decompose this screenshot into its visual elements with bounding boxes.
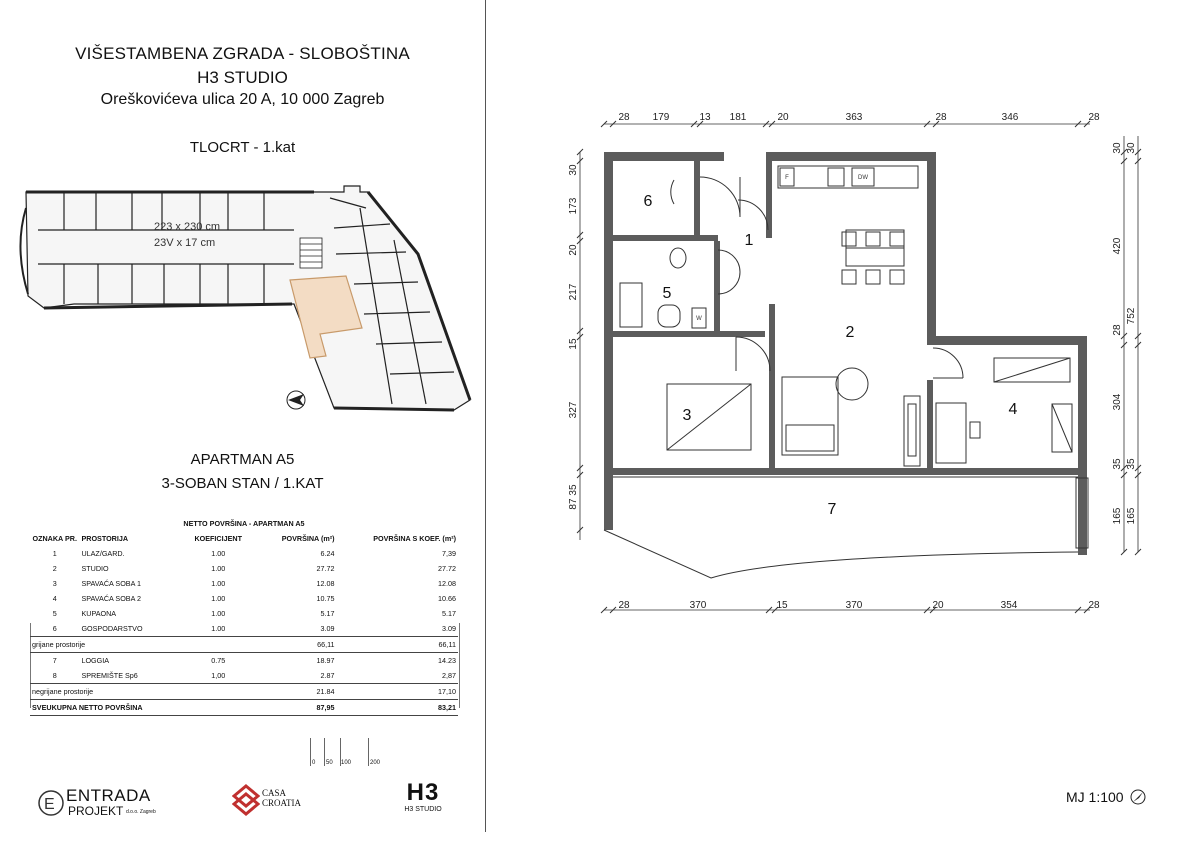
- dim-label: 35: [1126, 458, 1137, 470]
- dishwasher-label: DW: [858, 175, 868, 181]
- dim-label: 327: [568, 401, 579, 419]
- dim-label: 173: [568, 197, 579, 215]
- heated-sum-row: grijane prostorije 66,11 66,11: [30, 637, 458, 653]
- dim-label: 30: [1126, 142, 1137, 154]
- table-row: 1 ULAZ/GARD. 1.00 6.24 7,39: [52, 549, 456, 558]
- dim-label: 13: [699, 112, 711, 123]
- dim-label: 20: [568, 244, 579, 256]
- room-number: 6: [643, 193, 653, 210]
- table-title: NETTO POVRŠINA - APARTMAN A5: [183, 519, 305, 528]
- dim-label: 370: [845, 600, 863, 611]
- north-arrow-icon: [287, 391, 305, 409]
- dim-label: 179: [652, 112, 670, 123]
- dim-label: 181: [729, 112, 747, 123]
- scale-text: MJ 1:100: [1066, 789, 1146, 805]
- table-row: 5 KUPAONA 1.00 5.17 5.17: [52, 609, 456, 618]
- casa-emblem-icon: [232, 784, 260, 816]
- dim-label: 165: [1126, 507, 1137, 525]
- dim-label: 20: [932, 600, 944, 611]
- dim-label: 354: [1000, 600, 1018, 611]
- dim-label: 165: [1112, 507, 1123, 525]
- svg-text:E: E: [44, 796, 55, 813]
- col-header: OZNAKA PR.: [32, 534, 77, 543]
- h3-studio-logo: H3 H3 STUDIO: [404, 779, 442, 813]
- unheated-sum-row: negrijane prostorije 21.84 17,10: [30, 684, 458, 700]
- dim-label: 28: [618, 600, 630, 611]
- dim-label: 35: [1112, 458, 1123, 470]
- floor-label: TLOCRT - 1.kat: [189, 139, 296, 156]
- washer-label: W: [696, 316, 702, 322]
- col-header: POVRŠINA (m²): [281, 534, 335, 543]
- dim-label: 28: [618, 112, 630, 123]
- floor-plan: [486, 100, 1200, 620]
- room-number: 1: [744, 232, 754, 249]
- dim-label: 28: [1112, 324, 1123, 336]
- table-row: 8 SPREMIŠTE Sp6 1,00 2.87 2,87: [52, 671, 456, 680]
- dim-label: 346: [1001, 112, 1019, 123]
- project-title: VIŠESTAMBENA ZGRADA - SLOBOŠTINA: [75, 44, 410, 63]
- room-number: 7: [827, 501, 837, 518]
- dim-label: 20: [777, 112, 789, 123]
- room-number: 4: [1008, 401, 1018, 418]
- table-row: 6 GOSPODARSTVO 1.00 3.09 3.09: [52, 624, 456, 633]
- apartment-type: 3-SOBAN STAN / 1.KAT: [161, 475, 324, 492]
- dim-label: 28: [935, 112, 947, 123]
- col-header: PROSTORIJA: [81, 534, 129, 543]
- dim-label: 370: [689, 600, 707, 611]
- dim-label: 420: [1112, 237, 1123, 255]
- studio-name: H3 STUDIO: [197, 68, 288, 87]
- dim-label: 87: [568, 498, 579, 510]
- table-row: 2 STUDIO 1.00 27.72 27.72: [52, 564, 456, 573]
- dim-label: 15: [776, 600, 788, 611]
- table-row: 4 SPAVAĆA SOBA 2 1.00 10.75 10.66: [52, 594, 456, 603]
- casa-croatia-logo: CASA CROATIA: [232, 780, 317, 820]
- scale-bar: 0 50 100 200: [310, 738, 380, 768]
- room-number: 3: [682, 407, 692, 424]
- north-arrow-icon: [1130, 789, 1146, 805]
- dim-label: 28: [1088, 112, 1100, 123]
- table-row: 7 LOGGIA 0.75 18.97 14.23: [52, 656, 456, 665]
- dim-label: 28: [1088, 600, 1100, 611]
- dim-label: 35: [568, 484, 579, 496]
- entrada-emblem-icon: [36, 788, 66, 818]
- dim-label: 30: [1112, 142, 1123, 154]
- dim-label: 752: [1126, 307, 1137, 325]
- fridge-label: F: [785, 175, 789, 181]
- dim-label: 217: [568, 283, 579, 301]
- area-table: [30, 516, 458, 716]
- apartment-name: APARTMAN A5: [190, 451, 295, 468]
- key-plan-dim-a: 223 x 230 cm: [154, 221, 221, 233]
- dim-label: 304: [1112, 393, 1123, 411]
- dim-label: 15: [568, 338, 579, 350]
- col-header: KOEFICIJENT: [194, 534, 242, 543]
- room-number: 2: [845, 324, 855, 341]
- total-row: SVEUKUPNA NETTO POVRŠINA 87,95 83,21: [30, 700, 458, 716]
- key-plan: [14, 168, 474, 423]
- col-header: POVRŠINA S KOEF. (m²): [373, 534, 456, 543]
- address: Oreškovićeva ulica 20 A, 10 000 Zagreb: [100, 91, 385, 108]
- key-plan-dim-b: 23V x 17 cm: [154, 237, 216, 249]
- table-row: 3 SPAVAĆA SOBA 1 1.00 12.08 12.08: [52, 579, 456, 588]
- room-number: 5: [662, 285, 672, 302]
- dim-label: 30: [568, 164, 579, 176]
- dim-label: 363: [845, 112, 863, 123]
- entrada-logo: E ENTRADA PROJEKT d.o.o. Zagreb: [36, 782, 156, 822]
